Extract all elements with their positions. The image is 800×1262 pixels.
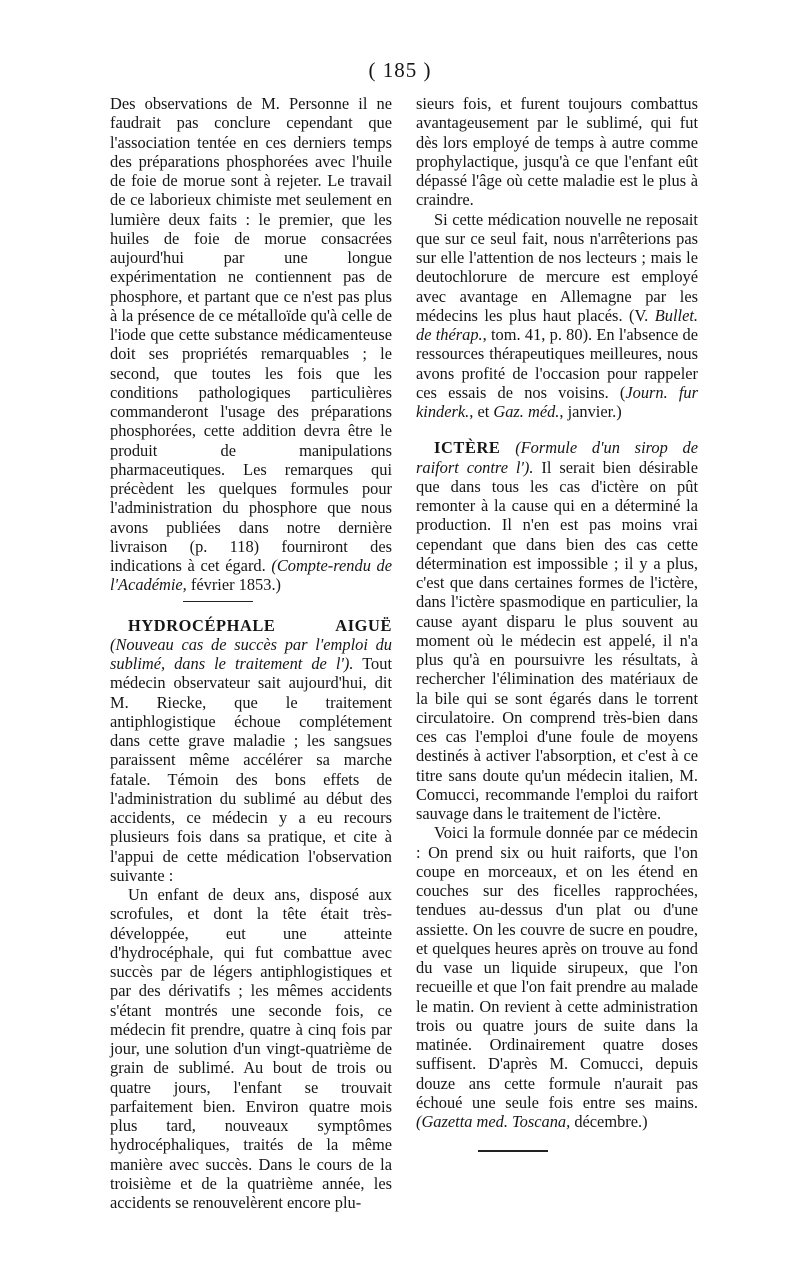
paragraph-text: Des observations de M. Personne il ne faudrait pas conclure cependant que l'association tentée en ces derniers temps des préparations phosphorées avec l'huile de foie de morue sont à rejeter. Le travail de ce laborieux chimiste met seulement en lumière deux faits : le premier, que les huiles de foie de morue consacrées aujourd'hui par une longue expérimentation ne contiennent pas de phosphore, et partant que ce n'est pas plus à la présence de ce métalloïde qu'à celle de l'iode que cette substance médicamenteuse doit ses propriétés remarquables ; le second, que toutes les fois que les conditions pathologiques particulières commanderont l'usage des préparations phosphorées, cette addition devra être le produit de manipulations pharmaceutiques. Les remarques qui précèdent les quelques formules pour l'administration du phosphore que nous avons publiées dans notre dernière livraison (p. 118) fourniront des indications à cet égard. — [110, 94, 392, 575]
article-heading: ICTÈRE — [434, 438, 501, 458]
citation-date: février 1853.) — [190, 575, 281, 595]
reference-bulletin: Bullet. de thérap. — [416, 305, 698, 344]
page-number: ( 185 ) — [368, 58, 432, 82]
paragraph-text: , tom. 41, p. 80). En l'absence de ressources thérapeutiques meilleures, nous avons profité de l'occasion pour rappeler ces essais de nos voisins. ( — [416, 325, 698, 402]
citation: (Gazetta med. Toscana, — [416, 1112, 571, 1131]
reference-journal: Journ. fur kinderk. — [416, 382, 698, 421]
article-subtitle: (Formule d'un sirop de raifort contre l'). — [416, 438, 698, 477]
paragraph-medication — [416, 210, 698, 422]
left-column — [110, 94, 392, 1212]
end-divider — [478, 1150, 548, 1152]
article-heading: HYDROCÉPHALE AIGUË — [128, 615, 392, 635]
paragraph-text: , et — [469, 402, 494, 421]
citation: (Compte-rendu de l'Académie, — [110, 556, 393, 595]
reference-gazette: Gaz. méd. — [493, 402, 560, 421]
paragraph-text: Il serait bien désirable que dans tous les cas d'ictère on pût remonter à la cause qui en a déterminé la production. Il n'en est pas moins vrai cependant que dans bien des cas cette détermination est impossible ; il y a plus, c'est que dans certaines formes de l'ictère, dans l'ictère spasmodique en particulier, la cause ayant disparu le plus souvent au moment où le médecin est appelé, il n'a plus qu'à en poursuivre les résultats, à rechercher l'élimination des matériaux de la bile qui se sont égarés dans le torrent circulatoire. On comprend très-bien dans ces cas l'emploi d'une foule de moyens destinés à activer l'absorption, et c'est à ce titre sans doute qu'un médecin italien, M. Comucci, recommande l'emploi du raifort sauvage dans le traitement de l'ictère. — [416, 457, 698, 823]
paragraph-text: Voici la formule donnée par ce médecin : On prend six ou huit raiforts, que l'on coupe en morceaux, et on les étend en couches sur des ficelles rapprochées, tendues au-dessus d'un plat ou d'une assiette. On les couvre de sucre en poudre, et quelques heures après on trouve au fond du vase un liquide sirupeux, que l'on recueille et que l'on fait prendre au malade le matin. On revient à cette administration trois ou quatre jours de suite dans la matinée. Ordinairement quatre doses suffisent. D'après M. Comucci, depuis douze ans cette formule n'aurait pas échoué une seule fois entre ses mains. — [416, 823, 698, 1112]
paragraph-continuation: sieurs fois, et furent toujours combattus avantageusement par le sublimé, qui fut dès lors employé de temps à autre comme prophylactique, jusqu'à ce que l'enfant eût dépassé l'âge où cette maladie est le plus à craindre. — [416, 94, 698, 210]
citation-date: décembre.) — [574, 1112, 648, 1131]
article-hydrocephale — [110, 616, 392, 886]
section-divider — [183, 601, 253, 602]
article-subtitle: (Nouveau cas de succès par l'emploi du sublimé, dans le traitement de l'). — [110, 634, 392, 673]
article-ictere — [416, 438, 698, 823]
paragraph-text: Tout médecin observateur sait aujourd'hui, dit M. Riecke, que le traitement antiphlogistique échoue complétement dans cette grave maladie ; les sangsues paraissent même accélérer sa marche fatale. Témoin des bons effets de l'administration du sublimé au début des accidents, ce médecin y a eu recours plusieurs fois dans sa pratique, et cite à l'appui de cette médication l'observation suivante : — [110, 654, 392, 885]
paragraph-text: Si cette médication nouvelle ne reposait que sur ce seul fait, nous n'arrêterions pas sur elle l'attention de nos lecteurs ; mais le deutochlorure de mercure est employé avec avantage en Allemagne par les médecins les plus haut placés. (V. — [416, 209, 698, 325]
paragraph-observation: Un enfant de deux ans, disposé aux scrofules, et dont la tête était très-développée, eut une atteinte d'hydrocéphale, qui fut combattue avec succès par de légers antiphlogistiques et par des dérivatifs ; les mêmes accidents s'étant montrés une seconde fois, ce médecin fit prendre, quatre à cinq fois par jour, une solution d'un vingt-quatrième de grain de sublimé. Au bout de trois ou quatre jours, l'enfant se trouvait parfaitement bien. Environ quatre mois plus tard, nouveaux symptômes hydrocéphaliques, traités de la même manière avec succès. Dans le cours de la troisième et de la quatrième année, les accidents se renouvelèrent encore plu- — [110, 885, 392, 1212]
right-column — [416, 94, 698, 1131]
paragraph-formule — [416, 823, 698, 1131]
paragraph-text: , janvier.) — [559, 402, 622, 421]
paragraph-phosphore — [110, 94, 392, 595]
